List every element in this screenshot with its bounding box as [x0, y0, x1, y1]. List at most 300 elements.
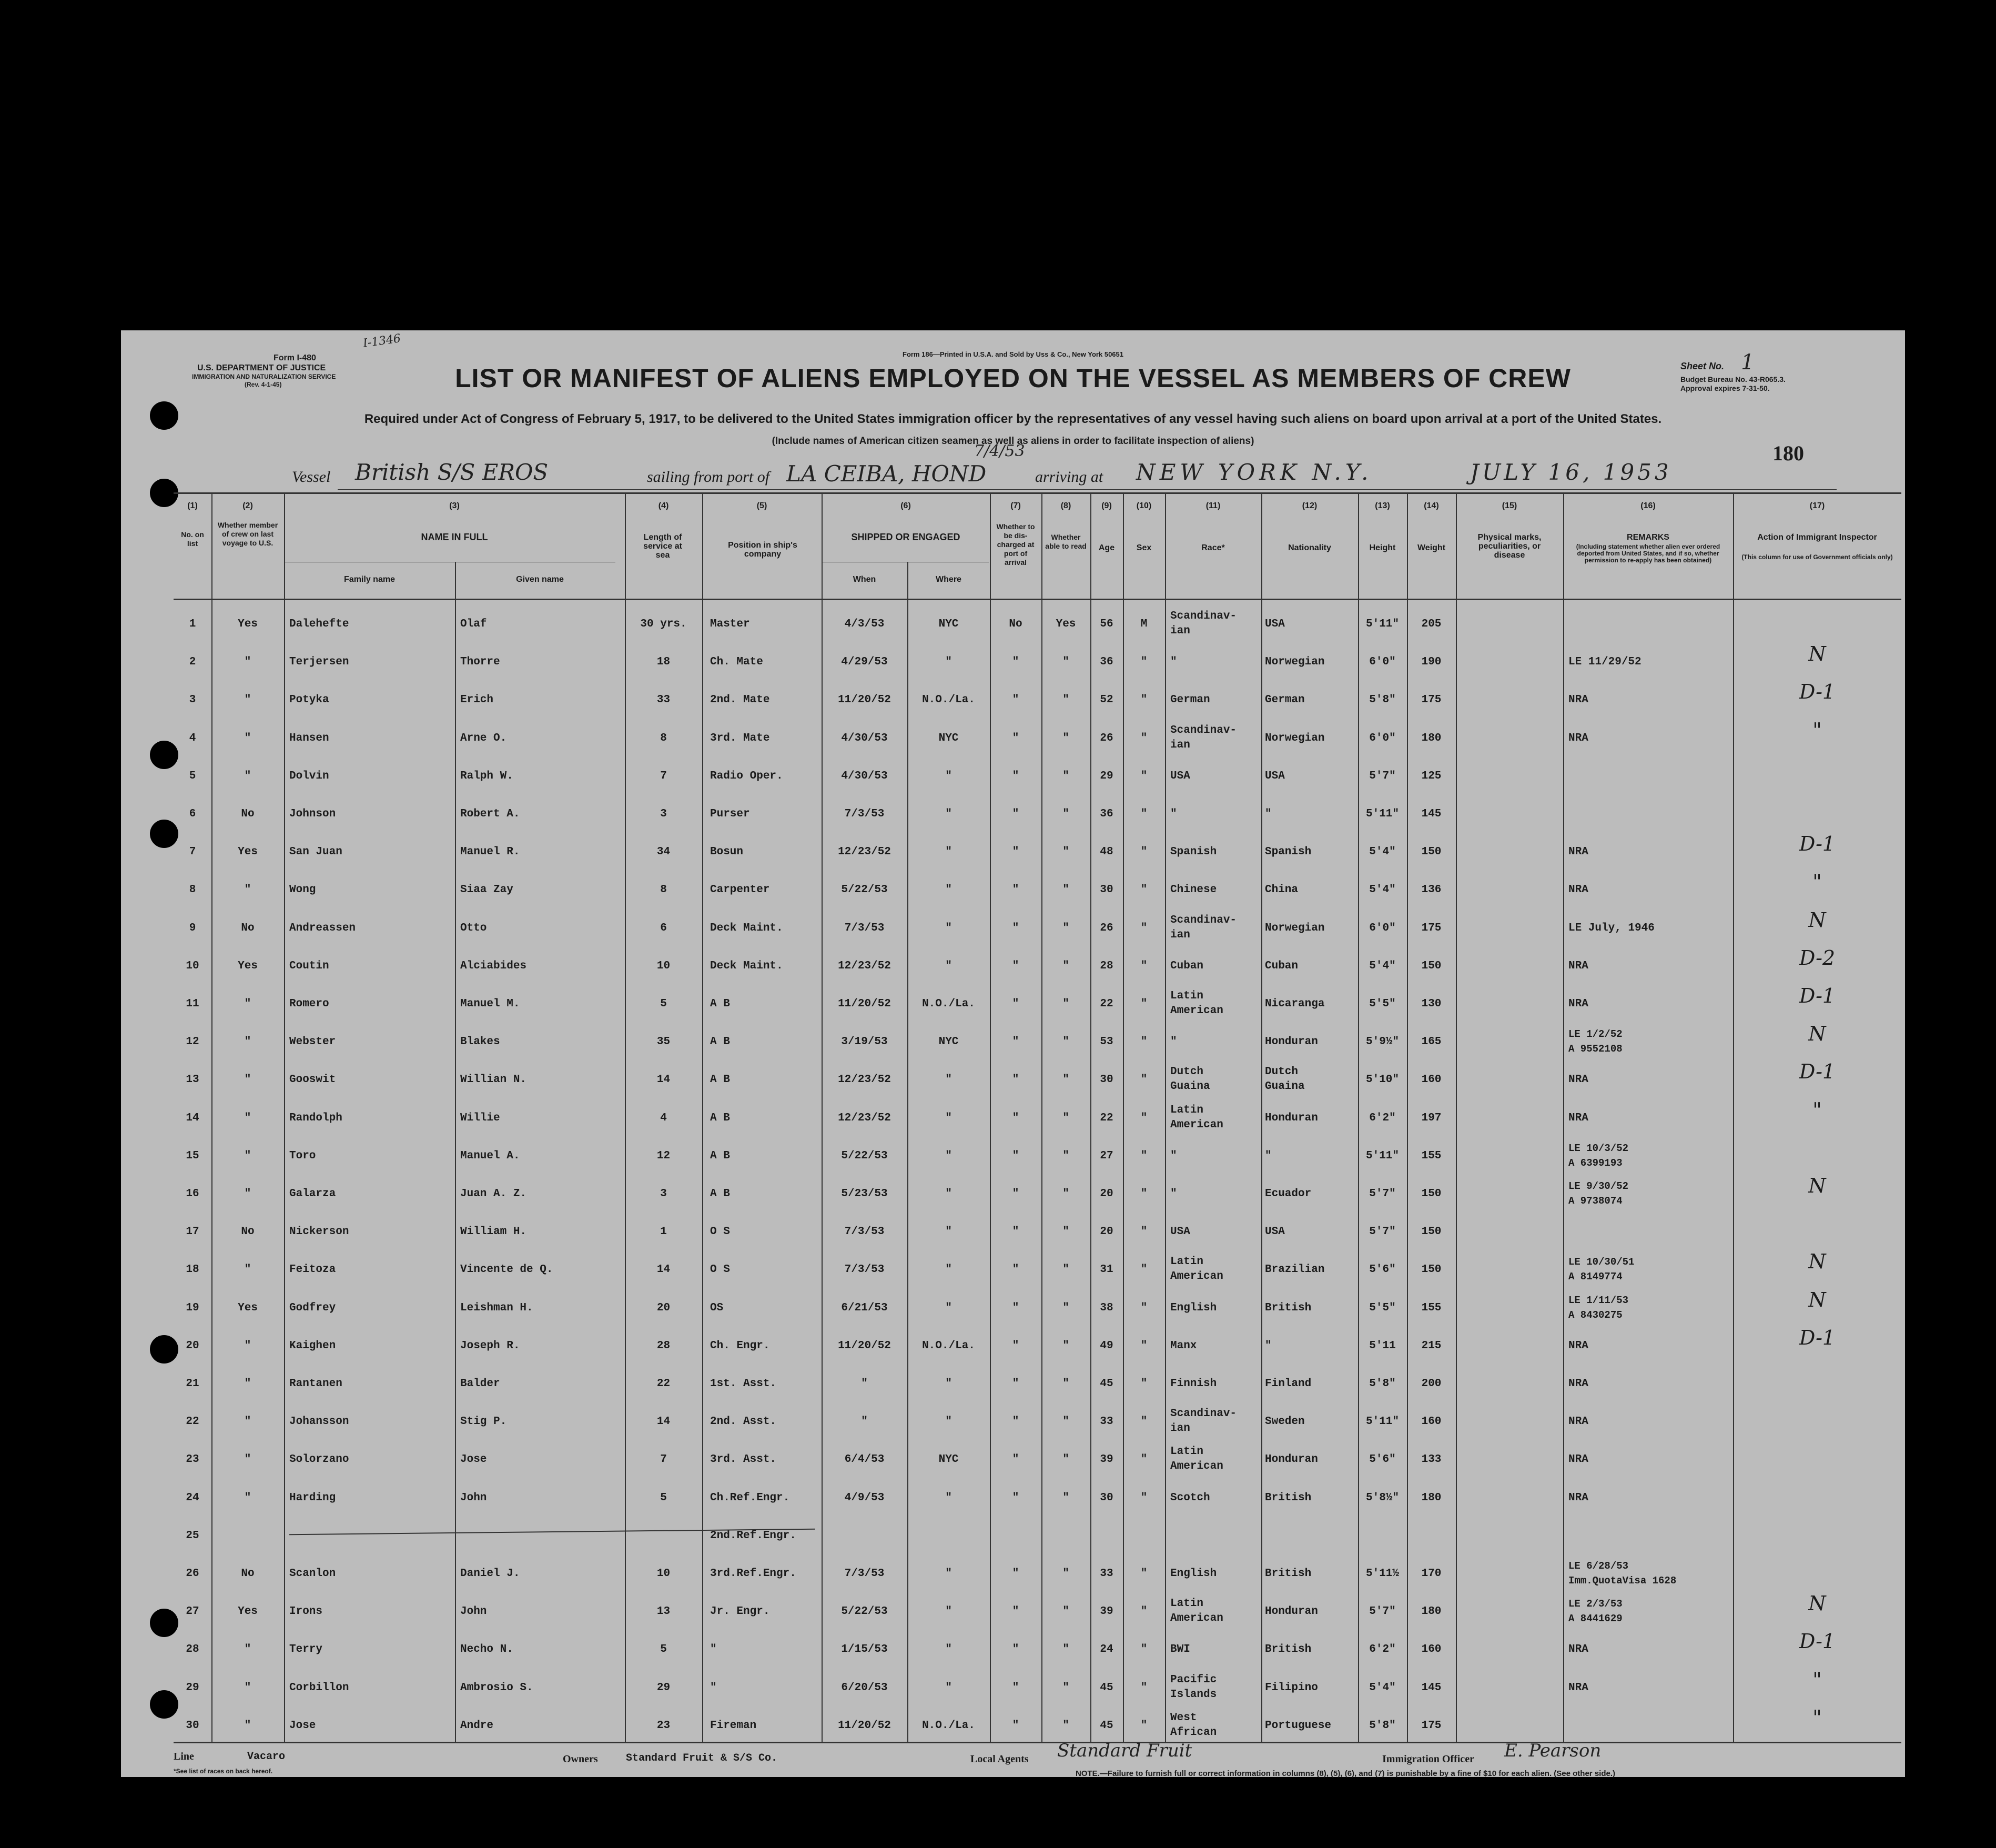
- weight: 180: [1421, 1491, 1442, 1504]
- arrival-port: NEW YORK N.Y.: [1136, 459, 1373, 485]
- shipped-when: 6/4/53: [844, 1453, 885, 1466]
- family-name: Toro: [289, 1149, 316, 1162]
- height: 5'4": [1369, 960, 1396, 972]
- budget-bureau: Budget Bureau No. 43-R065.3.: [1680, 375, 1786, 383]
- height: 5'11": [1365, 808, 1399, 820]
- sex: ": [1140, 998, 1148, 1010]
- previous-voyage: ": [244, 770, 251, 782]
- table-row: [121, 1211, 1905, 1249]
- remarks: LE 6/28/53 Imm.QuotaVisa 1628: [1568, 1560, 1677, 1587]
- sex: ": [1140, 1074, 1148, 1086]
- given-name: Ambrosio S.: [460, 1681, 533, 1694]
- shipped-where: NYC: [938, 732, 959, 744]
- family-name: Dolvin: [289, 770, 329, 782]
- table-row: [121, 1098, 1905, 1136]
- ship-position: A B: [710, 1188, 730, 1200]
- weight: 125: [1421, 770, 1442, 782]
- given-name: Ralph W.: [460, 770, 513, 782]
- read-flag: ": [1062, 1681, 1069, 1694]
- discharge-flag: ": [1012, 732, 1019, 744]
- col6-number: (6): [900, 501, 911, 510]
- sex: ": [1140, 1226, 1148, 1238]
- sex: ": [1140, 1453, 1148, 1466]
- table-row: [121, 1249, 1905, 1287]
- service-length: 4: [660, 1112, 667, 1124]
- previous-voyage: No: [241, 808, 255, 820]
- service-length: 34: [656, 846, 671, 859]
- shipped-where: ": [945, 656, 952, 669]
- ship-position: Fireman: [710, 1719, 757, 1732]
- discharge-flag: ": [1012, 1264, 1019, 1276]
- previous-voyage: Yes: [238, 1605, 258, 1618]
- nationality: British: [1265, 1643, 1312, 1656]
- weight: 215: [1421, 1339, 1442, 1352]
- row-number: 24: [186, 1491, 199, 1504]
- row-number: 16: [186, 1188, 199, 1200]
- col17-header: Action of Immigrant Inspector: [1757, 533, 1877, 542]
- nationality: Norwegian: [1265, 922, 1325, 934]
- weight: 175: [1421, 922, 1442, 934]
- table-row: [121, 946, 1905, 984]
- service-length: 30 yrs.: [640, 618, 687, 630]
- shipped-when: 12/23/52: [838, 846, 891, 859]
- col8-header: Whether able to read: [1045, 533, 1087, 550]
- stray-mark: I-1346: [362, 332, 402, 350]
- shipped-when: 3/19/53: [841, 1036, 888, 1048]
- family-name: Corbillon: [289, 1681, 349, 1694]
- family-name: Andreassen: [289, 922, 356, 934]
- sex: ": [1140, 1719, 1148, 1732]
- given-name: Manuel M.: [460, 998, 520, 1010]
- sex: ": [1140, 1681, 1148, 1694]
- age: 52: [1100, 694, 1113, 706]
- service-length: 13: [656, 1605, 671, 1618]
- row-number: 11: [186, 998, 199, 1010]
- previous-voyage: Yes: [238, 960, 258, 972]
- shipped-where: N.O./La.: [922, 694, 975, 706]
- col8-number: (8): [1060, 501, 1071, 510]
- given-name: Thorre: [460, 656, 500, 669]
- remarks: NRA: [1568, 998, 1588, 1010]
- nationality: German: [1265, 694, 1305, 706]
- previous-voyage: No: [241, 1568, 255, 1580]
- ship-position: Master: [710, 618, 750, 630]
- family-name: Galarza: [289, 1188, 336, 1200]
- shipped-when: 1/15/53: [841, 1643, 888, 1656]
- age: 33: [1100, 1568, 1113, 1580]
- race: ": [1170, 1149, 1177, 1162]
- read-flag: ": [1062, 694, 1069, 706]
- family-name: Irons: [289, 1605, 323, 1618]
- height: 5'11": [1365, 618, 1399, 630]
- shipped-where: N.O./La.: [922, 998, 975, 1010]
- height: 6'2": [1369, 1643, 1396, 1656]
- inspector-action: ": [1812, 718, 1822, 742]
- ship-position: ": [710, 1681, 717, 1694]
- arrival-date: JULY 16, 1953: [1470, 459, 1672, 485]
- shipped-when: 5/22/53: [841, 1149, 888, 1162]
- age: 48: [1100, 846, 1113, 859]
- read-flag: ": [1062, 1149, 1069, 1162]
- discharge-flag: ": [1012, 656, 1019, 669]
- weight: 155: [1421, 1149, 1442, 1162]
- previous-voyage: ": [244, 1339, 251, 1352]
- form-number: Form I-480: [273, 354, 316, 362]
- shipped-when: 7/3/53: [844, 1568, 885, 1580]
- race: English: [1170, 1301, 1217, 1314]
- remarks: LE 2/3/53 A 8441629: [1568, 1598, 1623, 1625]
- given-name: Daniel J.: [460, 1568, 520, 1580]
- ship-position: Purser: [710, 808, 750, 820]
- service-length: 23: [656, 1719, 671, 1732]
- discharge-flag: ": [1012, 1301, 1019, 1314]
- nationality: USA: [1265, 618, 1285, 630]
- table-row: [121, 1591, 1905, 1629]
- nationality: Norwegian: [1265, 656, 1325, 669]
- remarks: LE 1/11/53 A 8430275: [1568, 1294, 1629, 1321]
- shipped-when: 6/21/53: [841, 1301, 888, 1314]
- row-number: 21: [186, 1378, 199, 1390]
- nationality: Honduran: [1265, 1036, 1318, 1048]
- ship-position: A B: [710, 1074, 730, 1086]
- nationality: Nicaranga: [1265, 998, 1325, 1010]
- read-flag: ": [1062, 998, 1069, 1010]
- read-flag: ": [1062, 1491, 1069, 1504]
- height: 5'7": [1369, 770, 1396, 782]
- weight: 170: [1421, 1568, 1442, 1580]
- nationality: ": [1265, 1149, 1272, 1162]
- service-length: 7: [660, 1453, 667, 1466]
- row-number: 17: [186, 1226, 199, 1238]
- col3-header: NAME IN FULL: [421, 532, 488, 542]
- given-name: Vincente de Q.: [460, 1264, 553, 1276]
- shipped-when: 12/23/52: [838, 960, 891, 972]
- nationality: Norwegian: [1265, 732, 1325, 744]
- ship-position: Ch.Ref.Engr.: [710, 1491, 790, 1504]
- row-number: 26: [186, 1568, 199, 1580]
- col3-number: (3): [449, 501, 460, 510]
- table-row: [121, 1136, 1905, 1174]
- col6-header: SHIPPED OR ENGAGED: [851, 532, 960, 542]
- agents-value: Standard Fruit: [1057, 1740, 1192, 1761]
- ship-position: 3rd. Asst.: [710, 1453, 777, 1466]
- height: 5'5": [1369, 1301, 1396, 1314]
- table-row: [121, 1478, 1905, 1516]
- age: 20: [1100, 1226, 1113, 1238]
- discharge-flag: ": [1012, 1074, 1019, 1086]
- remarks: LE 1/2/52 A 9552108: [1568, 1028, 1623, 1055]
- sheet-label: Sheet No.: [1680, 361, 1725, 371]
- given-name: Olaf: [460, 618, 487, 630]
- col9-header: Age: [1098, 543, 1115, 552]
- shipped-when: ": [861, 1378, 868, 1390]
- read-flag: ": [1062, 656, 1069, 669]
- nationality: Dutch Guaina: [1265, 1066, 1305, 1093]
- given-name: John: [460, 1605, 487, 1618]
- given-name: Leishman H.: [460, 1301, 533, 1314]
- service-length: 5: [660, 1491, 667, 1504]
- weight: 145: [1421, 808, 1442, 820]
- sex: ": [1140, 1378, 1148, 1390]
- discharge-flag: ": [1012, 1378, 1019, 1390]
- family-name: Jose: [289, 1719, 316, 1732]
- col2-header: Whether member of crew on last voyage to U.S.: [217, 521, 278, 547]
- read-flag: ": [1062, 732, 1069, 744]
- weight: 150: [1421, 960, 1442, 972]
- shipped-where: ": [945, 960, 952, 972]
- shipped-when: 6/20/53: [841, 1681, 888, 1694]
- family-name: Gooswit: [289, 1074, 336, 1086]
- discharge-flag: ": [1012, 1226, 1019, 1238]
- discharge-flag: ": [1012, 1036, 1019, 1048]
- weight: 180: [1421, 1605, 1442, 1618]
- read-flag: ": [1062, 1643, 1069, 1656]
- race: English: [1170, 1568, 1217, 1580]
- previous-voyage: Yes: [238, 846, 258, 859]
- remarks: NRA: [1568, 1112, 1588, 1124]
- age: 27: [1100, 1149, 1113, 1162]
- service-length: 35: [656, 1036, 671, 1048]
- ship-position: A B: [710, 998, 730, 1010]
- age: 30: [1100, 1491, 1113, 1504]
- races-note: *See list of races on back hereof.: [174, 1768, 273, 1775]
- table-row: [121, 984, 1905, 1022]
- weight: 150: [1421, 846, 1442, 859]
- ship-position: 2nd.Ref.Engr.: [710, 1529, 796, 1542]
- age: 56: [1100, 618, 1113, 630]
- family-name: Hansen: [289, 732, 329, 744]
- discharge-flag: ": [1012, 1681, 1019, 1694]
- shipped-when: 4/3/53: [844, 618, 885, 630]
- sheet-number: 1: [1741, 350, 1755, 375]
- weight: 175: [1421, 694, 1442, 706]
- discharge-flag: ": [1012, 1339, 1019, 1352]
- previous-voyage: ": [244, 1491, 251, 1504]
- height: 5'11": [1365, 1416, 1399, 1428]
- nationality: Honduran: [1265, 1605, 1318, 1618]
- service-length: 10: [656, 1568, 671, 1580]
- table-row: [121, 1288, 1905, 1326]
- family-name: Webster: [289, 1036, 336, 1048]
- ship-position: Ch. Engr.: [710, 1339, 770, 1352]
- family-name: Scanlon: [289, 1568, 336, 1580]
- inspector-action: D-1: [1799, 1630, 1836, 1653]
- race: Chinese: [1170, 884, 1217, 896]
- previous-voyage: ": [244, 732, 251, 744]
- sex: ": [1140, 1643, 1148, 1656]
- previous-voyage: ": [244, 1264, 251, 1276]
- row-number: 23: [186, 1453, 199, 1466]
- height: 5'8½": [1365, 1491, 1399, 1504]
- sex: ": [1140, 1188, 1148, 1200]
- height: 6'0": [1369, 732, 1396, 744]
- age: 26: [1100, 922, 1113, 934]
- table-row: [121, 1326, 1905, 1364]
- col1-header: No. on list: [181, 530, 204, 548]
- ship-position: Ch. Mate: [710, 656, 763, 669]
- race: Manx: [1170, 1339, 1197, 1352]
- remarks: NRA: [1568, 1453, 1588, 1466]
- ship-position: A B: [710, 1036, 730, 1048]
- printer-line: Form 186—Printed in U.S.A. and Sold by Uss & Co., New York 50651: [903, 350, 1123, 358]
- table-row: [121, 908, 1905, 946]
- given-name: Necho N.: [460, 1643, 513, 1656]
- race: USA: [1170, 1226, 1190, 1238]
- read-flag: ": [1062, 1074, 1069, 1086]
- service-length: 33: [656, 694, 671, 706]
- inspector-action: ": [1812, 1705, 1822, 1729]
- table-row: [121, 1022, 1905, 1059]
- row-number: 12: [186, 1036, 199, 1048]
- remarks: NRA: [1568, 1643, 1588, 1656]
- service-length: 12: [656, 1149, 671, 1162]
- race: Pacific Islands: [1170, 1673, 1217, 1701]
- discharge-flag: ": [1012, 1605, 1019, 1618]
- sex: ": [1140, 1605, 1148, 1618]
- nationality: British: [1265, 1491, 1312, 1504]
- service-length: 1: [660, 1226, 667, 1238]
- col4-header: Length of service at sea: [643, 533, 682, 560]
- previous-voyage: ": [244, 884, 251, 896]
- shipped-when: 12/23/52: [838, 1074, 891, 1086]
- read-flag: ": [1062, 1416, 1069, 1428]
- family-name: Johnson: [289, 808, 336, 820]
- inspector-action: D-2: [1799, 946, 1836, 970]
- remarks: NRA: [1568, 1378, 1588, 1390]
- height: 5'10": [1365, 1074, 1399, 1086]
- col6-where: Where: [936, 575, 961, 584]
- row-number: 1: [189, 618, 196, 630]
- service-length: 14: [656, 1416, 671, 1428]
- weight: 160: [1421, 1643, 1442, 1656]
- read-flag: ": [1062, 922, 1069, 934]
- table-row: [121, 832, 1905, 870]
- height: 5'11": [1365, 1149, 1399, 1162]
- age: 45: [1100, 1378, 1113, 1390]
- read-flag: ": [1062, 1453, 1069, 1466]
- sex: ": [1140, 1339, 1148, 1352]
- table-row: [121, 1516, 1905, 1553]
- shipped-when: 5/23/53: [841, 1188, 888, 1200]
- row-number: 19: [186, 1301, 199, 1314]
- inspector-action: D-1: [1799, 984, 1836, 1007]
- weight: 190: [1421, 656, 1442, 669]
- service-length: 8: [660, 884, 667, 896]
- given-name: Robert A.: [460, 808, 520, 820]
- height: 5'8": [1369, 1719, 1396, 1732]
- remarks: NRA: [1568, 884, 1588, 896]
- sex: ": [1140, 770, 1148, 782]
- ship-position: OS: [710, 1301, 724, 1314]
- service-length: 7: [660, 770, 667, 782]
- ship-position: Jr. Engr.: [710, 1605, 770, 1618]
- col1-number: (1): [187, 501, 198, 510]
- family-name: Randolph: [289, 1112, 342, 1124]
- age: 29: [1100, 770, 1113, 782]
- read-flag: ": [1062, 884, 1069, 896]
- weight: 205: [1421, 618, 1442, 630]
- sailing-date: 7/4/53: [974, 442, 1025, 460]
- weight: 165: [1421, 1036, 1442, 1048]
- given-name: Erich: [460, 694, 494, 706]
- col17-number: (17): [1809, 501, 1825, 510]
- previous-voyage: ": [244, 1036, 251, 1048]
- include-note: (Include names of American citizen seamen as well as aliens in order to facilitate inspection of aliens): [772, 436, 1254, 447]
- shipped-when: 11/20/52: [838, 1339, 891, 1352]
- family-name: San Juan: [289, 846, 342, 859]
- shipped-where: N.O./La.: [922, 1719, 975, 1732]
- ship-position: ": [710, 1643, 717, 1656]
- row-number: 4: [189, 732, 196, 744]
- row-number: 30: [186, 1719, 199, 1732]
- remarks: NRA: [1568, 846, 1588, 859]
- previous-voyage: Yes: [238, 1301, 258, 1314]
- read-flag: ": [1062, 770, 1069, 782]
- shipped-when: 4/30/53: [841, 732, 888, 744]
- col2-number: (2): [242, 501, 253, 510]
- race: Dutch Guaina: [1170, 1066, 1210, 1093]
- row-number: 13: [186, 1074, 199, 1086]
- nationality: Ecuador: [1265, 1188, 1312, 1200]
- weight: 150: [1421, 1188, 1442, 1200]
- table-row: [121, 1401, 1905, 1439]
- weight: 130: [1421, 998, 1442, 1010]
- given-name: Manuel A.: [460, 1149, 520, 1162]
- service-length: 3: [660, 808, 667, 820]
- ship-position: Radio Oper.: [710, 770, 783, 782]
- service-length: 5: [660, 1643, 667, 1656]
- read-flag: ": [1062, 808, 1069, 820]
- table-row: [121, 1059, 1905, 1097]
- nationality: ": [1265, 808, 1272, 820]
- race: Spanish: [1170, 846, 1217, 859]
- given-name: John: [460, 1491, 487, 1504]
- given-name: Willie: [460, 1112, 500, 1124]
- race: Finnish: [1170, 1378, 1217, 1390]
- weight: 145: [1421, 1681, 1442, 1694]
- read-flag: ": [1062, 1188, 1069, 1200]
- col5-number: (5): [756, 501, 767, 510]
- shipped-when: 7/3/53: [844, 1226, 885, 1238]
- discharge-flag: ": [1012, 960, 1019, 972]
- inspector-action: D-1: [1799, 1060, 1836, 1084]
- row-number: 2: [189, 656, 196, 669]
- sex: ": [1140, 884, 1148, 896]
- shipped-when: 5/22/53: [841, 884, 888, 896]
- previous-voyage: ": [244, 1416, 251, 1428]
- sex: ": [1140, 1264, 1148, 1276]
- shipped-when: 7/3/53: [844, 1264, 885, 1276]
- row-number: 14: [186, 1112, 199, 1124]
- discharge-flag: ": [1012, 922, 1019, 934]
- weight: 175: [1421, 1719, 1442, 1732]
- table-top-rule: [174, 492, 1901, 494]
- row-number: 6: [189, 808, 196, 820]
- nationality: British: [1265, 1301, 1312, 1314]
- read-flag: Yes: [1056, 618, 1076, 630]
- agents-label: Local Agents: [970, 1753, 1029, 1765]
- arriving-label: arriving at: [1035, 468, 1103, 486]
- col11-number: (11): [1205, 501, 1221, 510]
- table-row: [121, 1705, 1905, 1743]
- ship-position: Carpenter: [710, 884, 770, 896]
- weight: 160: [1421, 1416, 1442, 1428]
- ship-position: Deck Maint.: [710, 960, 783, 972]
- race: Scandinav- ian: [1170, 1408, 1237, 1435]
- height: 5'7": [1369, 1226, 1396, 1238]
- sex: ": [1140, 1491, 1148, 1504]
- col4-number: (4): [658, 501, 669, 510]
